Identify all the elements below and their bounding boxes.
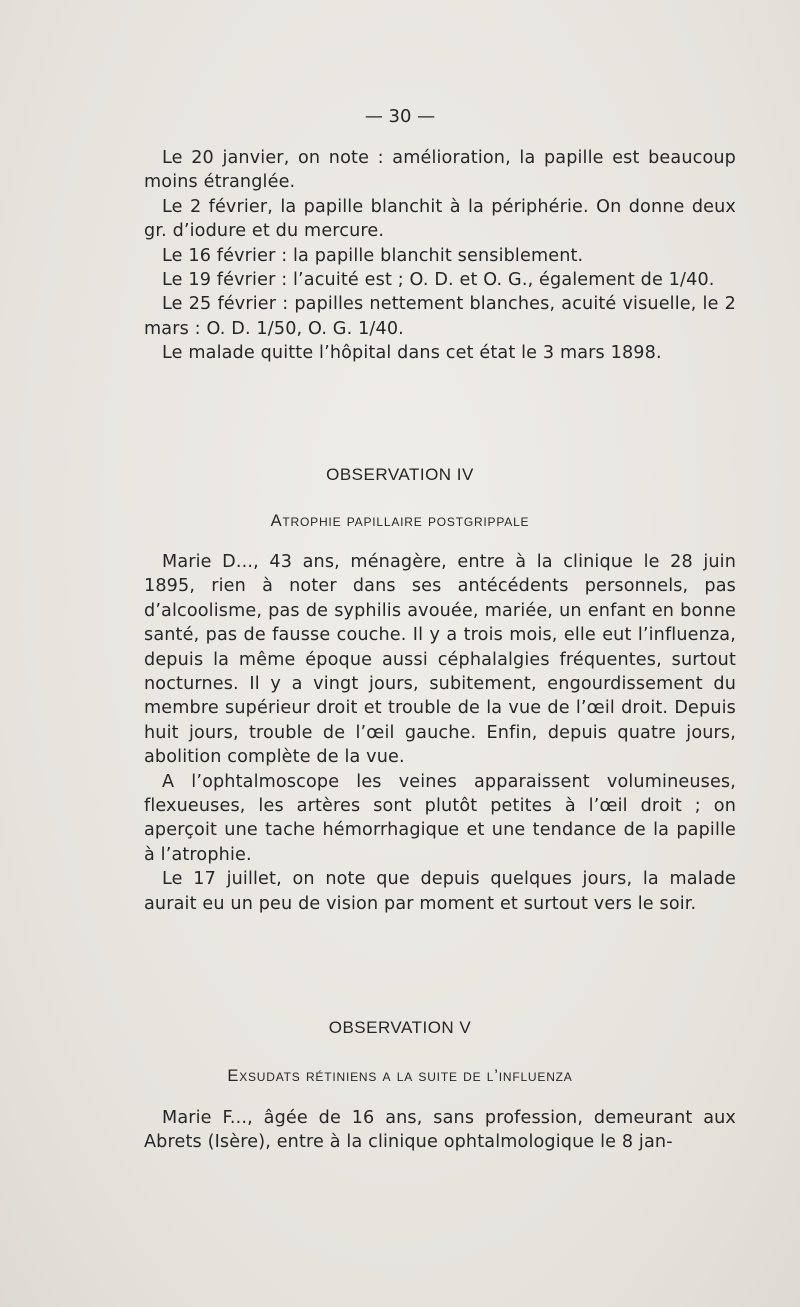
paragraph: Le 2 février, la papille blanchit à la périphérie. On donne deux gr. d’iodure et du mercure.	[144, 196, 736, 242]
observation-5-subtitle: Exsudats rétiniens a la suite de l’influenza	[227, 1067, 573, 1085]
paragraph: Marie F..., âgée de 16 ans, sans profession, demeurant aux Abrets (Isère), entre à la clinique ophtalmologique le 8 jan-	[144, 1108, 736, 1153]
observation-4-title: OBSERVATION IV	[326, 465, 474, 484]
observation-4-subtitle: Atrophie papillaire postgrippale	[270, 512, 530, 530]
page-number: — 30 —	[364, 106, 436, 127]
observation-5-body	[144, 1106, 736, 1155]
observation-4-body	[144, 550, 736, 916]
observation-5-title: OBSERVATION V	[328, 1018, 472, 1037]
paragraph: Le 16 février : la papille blanchit sensiblement.	[162, 245, 584, 266]
paragraph: Le malade quitte l’hôpital dans cet état le 3 mars 1898.	[162, 343, 662, 364]
paragraph: Marie D..., 43 ans, ménagère, entre à la clinique le 28 juin 1895, rien à noter dans ses antécédents personnels, pas d’alcoolisme, pas de syphilis avouée, mariée, un enfant en bonne santé, pas de fausse couche. Il y a trois mois, elle eut l’influenza, depuis la même époque aussi céphalalgies fréquentes, surtout nocturnes. Il y a vingt jours, subitement, engourdissement du membre supérieur droit et trouble de la vue de l’œil droit. Depuis huit jours, trouble de l’œil gauche. Enfin, depuis quatre jours, abolition complète de la vue.	[144, 552, 736, 768]
paragraph: Le 25 février : papilles nettement blanches, acuité visuelle, le 2 mars : O. D. 1/50, O. G. 1/40.	[144, 294, 736, 339]
section-continuation	[144, 146, 736, 366]
paragraph: Le 20 janvier, on note : amélioration, la papille est beaucoup moins étranglée.	[144, 148, 736, 193]
paragraph: Le 17 juillet, on note que depuis quelques jours, la malade aurait eu un peu de vision par moment et surtout vers le soir.	[144, 869, 736, 914]
paragraph: Le 19 février : l’acuité est ; O. D. et O. G., également de 1/40.	[162, 270, 715, 291]
paragraph: A l’ophtalmoscope les veines apparaissent volumineuses, flexueuses, les artères sont plutôt petites à l’œil droit ; on aperçoit une tache hémorrhagique et une tendance de la papille à l’atrophie.	[144, 771, 736, 865]
